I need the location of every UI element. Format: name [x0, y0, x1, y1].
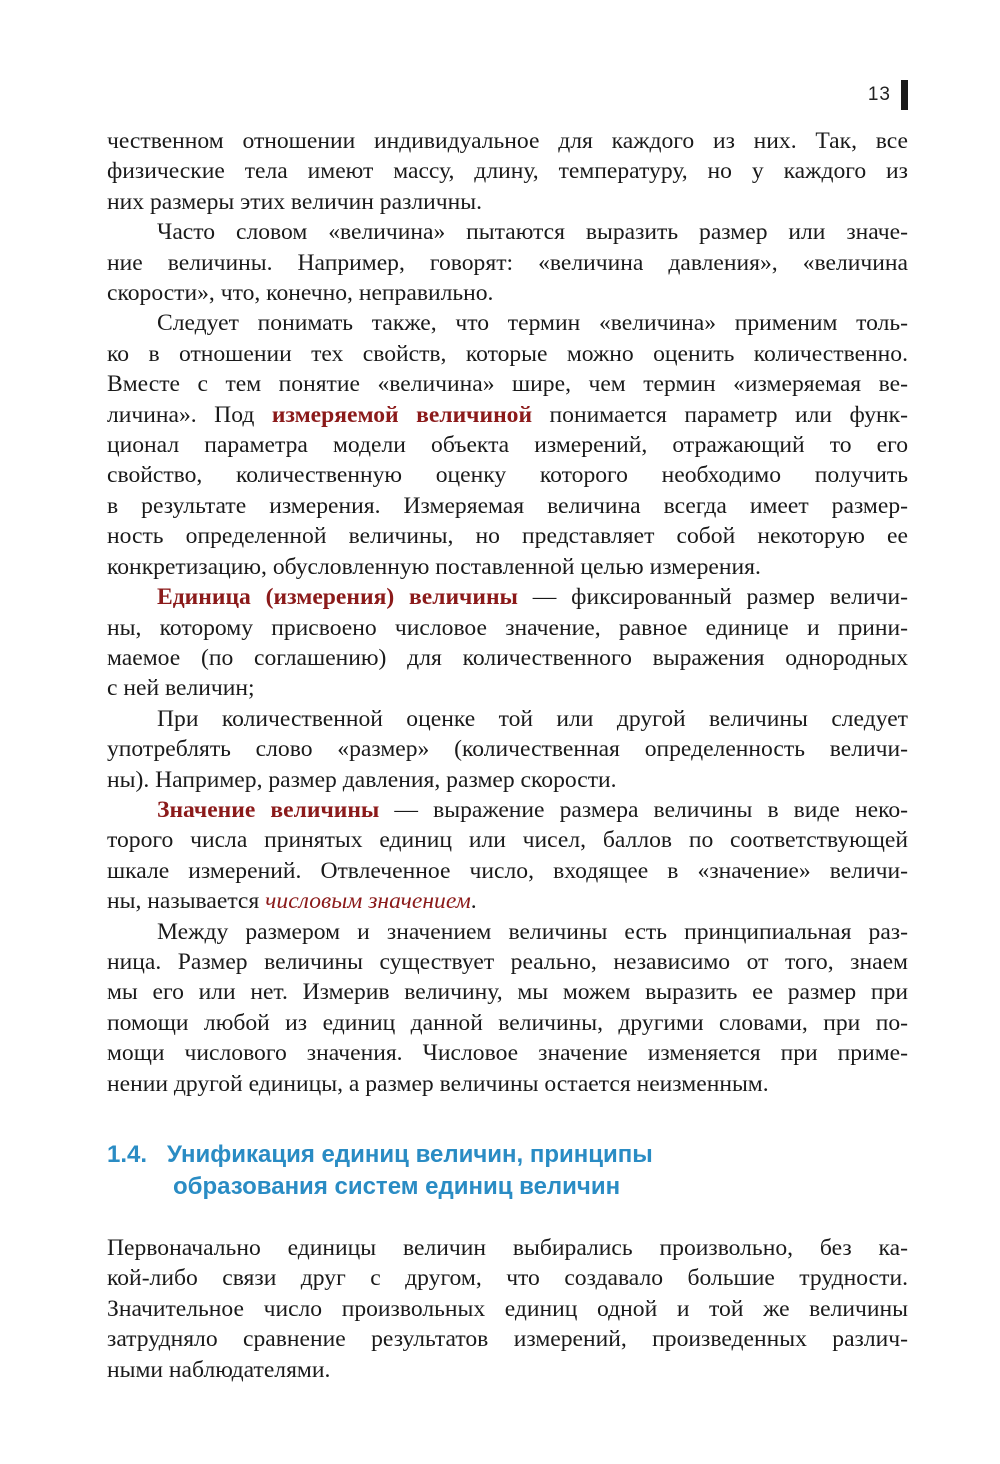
text-line: Первоначально единицы величин выбирались произвольно, без ка- — [107, 1235, 908, 1261]
text-line: ко в отношении тех свойств, которые можно оценить количественно. — [107, 340, 908, 367]
page-body — [107, 126, 908, 1385]
section-heading — [107, 1139, 908, 1203]
text-line: Значительное число произвольных единиц одной и той же величины — [107, 1295, 908, 1322]
paragraph-1 — [107, 126, 908, 217]
text-fragment: личина». Под — [107, 401, 272, 428]
text-line: ние величины. Например, говорят: «величина давления», «величина — [107, 249, 908, 276]
text-fragment: — фиксированный размер величи- — [517, 584, 908, 611]
page-number: 13 — [867, 84, 891, 105]
text-line: ны, которому присвоено числовое значение, равное единице и прини- — [107, 614, 908, 641]
paragraph-7 — [107, 917, 908, 1099]
text-line: употреблять слово «размер» (количественная определенность величи- — [107, 736, 908, 763]
text-line: Между размером и значением величины есть принципиальная раз- — [157, 918, 908, 945]
text-line: мы его или нет. Измерив величину, мы можем выразить ее размер при — [107, 979, 908, 1006]
text-line: Следует понимать также, что термин «величина» применим толь- — [157, 310, 908, 337]
text-fragment: понимается параметр или функ- — [532, 401, 908, 428]
text-line: затрудняло сравнение результатов измерений, произведенных различ- — [107, 1326, 908, 1353]
text-line: торого числа принятых единиц или чисел, баллов по соответствующей — [107, 827, 908, 854]
text-line: них размеры этих величин различны. — [107, 188, 483, 215]
paragraph-2 — [107, 217, 908, 308]
text-line: физические тела имеют массу, длину, температуру, но у каждого из — [107, 158, 908, 185]
paragraph-6 — [107, 795, 908, 917]
text-line — [107, 582, 908, 612]
text-line: Часто словом «величина» пытаются выразить размер или значе- — [157, 219, 908, 246]
section-title-line-1: Унификация единиц величин, принципы — [167, 1141, 653, 1168]
paragraph-8 — [107, 1233, 908, 1385]
text-fragment: . — [470, 888, 477, 915]
text-line: конкретизацию, обусловленную поставленной целью измерения. — [107, 553, 761, 580]
paragraph-5 — [107, 704, 908, 795]
page-marker-bar — [901, 80, 908, 110]
text-line: ность определенной величины, но представляет собой некоторую ее — [107, 523, 908, 550]
text-line: мощи числового значения. Числовое значение изменяется при приме- — [107, 1040, 908, 1067]
text-line: скорости», что, конечно, неправильно. — [107, 280, 494, 307]
text-line: ными наблюдателями. — [107, 1356, 331, 1383]
text-line — [107, 400, 908, 430]
term-numerical-value: числовым значением — [265, 888, 471, 915]
text-line: ница. Размер величины существует реально, независимо от того, знаем — [107, 948, 908, 975]
text-line — [107, 886, 908, 916]
text-line: При количественной оценке той или другой величины следует — [157, 705, 908, 732]
text-fragment: ны, называется — [107, 888, 266, 915]
section-title-line-2: образования систем единиц величин — [173, 1173, 621, 1200]
text-line: ционал параметра модели объекта измерений, отражающий то его — [107, 432, 908, 459]
text-line: маемое (по соглашению) для количественного выражения однородных — [107, 644, 908, 671]
text-line: в результате измерения. Измеряемая величина всегда имеет размер- — [107, 492, 908, 519]
text-line: кой-либо связи друг с другом, что создавало большие трудности. — [107, 1265, 908, 1292]
text-line: помощи любой из единиц данной величины, другими словами, при по- — [107, 1009, 908, 1036]
page-number-block — [868, 80, 908, 110]
text-line: с ней величин; — [107, 675, 255, 702]
text-line: шкале измерений. Отвлеченное число, входящее в «значение» величи- — [107, 857, 908, 884]
text-line: чественном отношении индивидуальное для каждого из них. Так, все — [107, 128, 908, 154]
text-fragment: — выражение размера величины в виде неко- — [379, 796, 908, 823]
text-line: ны). Например, размер давления, размер скорости. — [107, 766, 617, 793]
term-measured-quantity: измеряемой величиной — [271, 401, 533, 428]
text-line: свойство, количественную оценку которого необходимо получить — [107, 462, 908, 489]
paragraph-3 — [107, 308, 908, 582]
term-value-of-quantity: Значение величины — [157, 796, 380, 823]
paragraph-4 — [107, 582, 908, 704]
text-line: Вместе с тем понятие «величина» шире, чем термин «измеряемая ве- — [107, 371, 908, 398]
text-line: нении другой единицы, а размер величины остается неизменным. — [107, 1070, 769, 1097]
text-line — [107, 795, 908, 825]
term-unit-of-quantity: Единица (измерения) величины — [157, 584, 518, 611]
section-number: 1.4. — [107, 1141, 148, 1168]
